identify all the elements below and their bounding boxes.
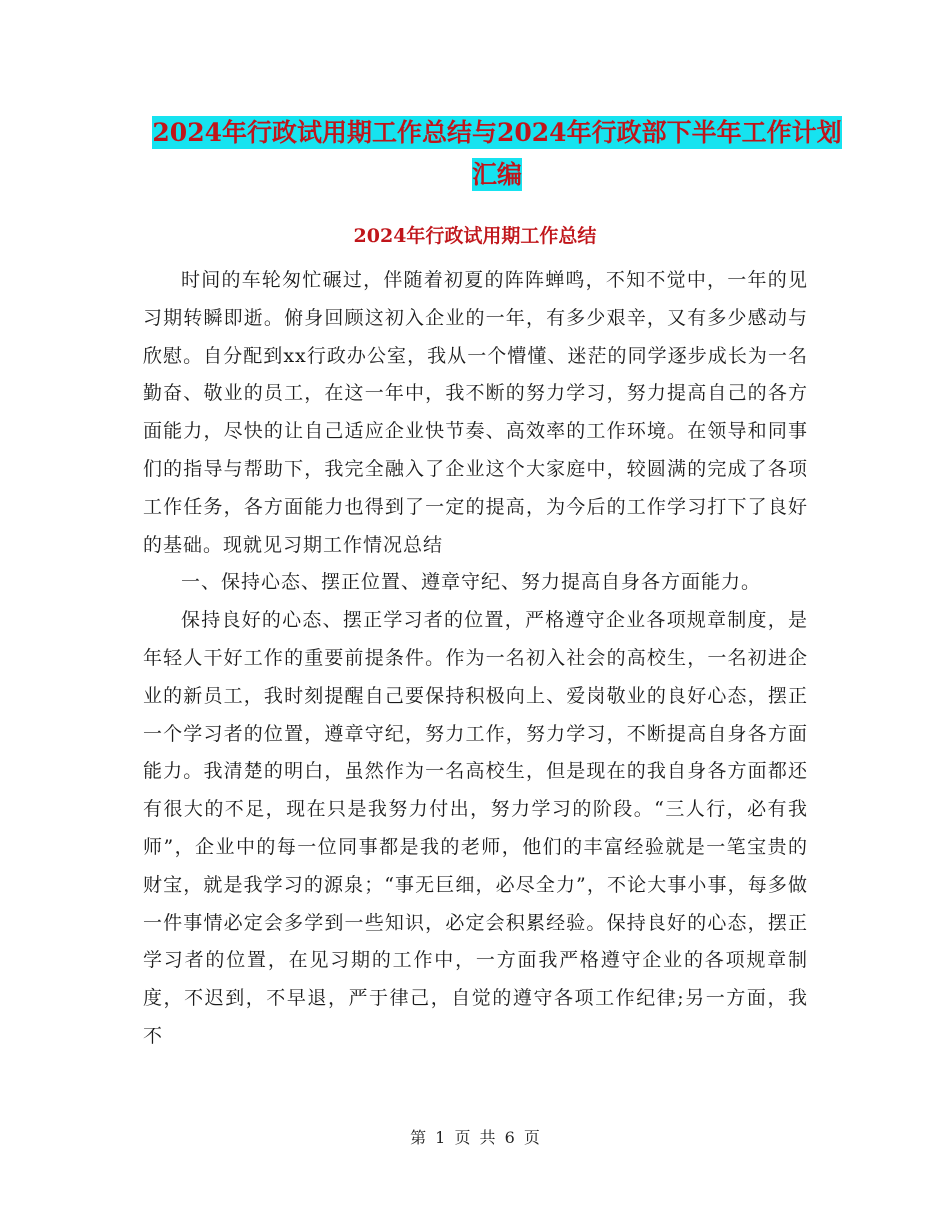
page-footer: 第 1 页 共 6 页	[410, 1128, 540, 1147]
document-title	[140, 112, 854, 196]
document-body	[143, 262, 808, 1056]
document-title-text: 2024年行政试用期工作总结与2024年行政部下半年工作计划汇编	[152, 118, 842, 189]
paragraph-heading-one: 一、保持心态、摆正位置、遵章守纪、努力提高自身各方面能力。	[181, 571, 762, 594]
paragraph-intro: 时间的车轮匆忙碾过，伴随着初夏的阵阵蝉鸣，不知不觉中，一年的见习期转瞬即逝。俯身回顾这初入企业的一年，有多少艰辛，又有多少感动与欣慰。自分配到xx行政办公室，我从一个懵懂、迷茫的同学逐步成长为一名勤奋、敬业的员工，在这一年中，我不断的努力学习，努力提高自己的各方面能力，尽快的让自己适应企业快节奏、高效率的工作环境。在领导和同事们的指导与帮助下，我完全融入了企业这个大家庭中，较圆满的完成了各项工作任务，各方面能力也得到了一定的提高，为今后的工作学习打下了良好的基础。现就见习期工作情况总结	[143, 269, 808, 556]
section-title: 2024年行政试用期工作总结	[353, 225, 597, 247]
paragraph-attitude: 保持良好的心态、摆正学习者的位置，严格遵守企业各项规章制度，是年轻人干好工作的重要前提条件。作为一名初入社会的高校生，一名初进企业的新员工，我时刻提醒自己要保持积极向上、爱岗敬业的良好心态，摆正一个学习者的位置，遵章守纪，努力工作，努力学习，不断提高自身各方面能力。我清楚的明白，虽然作为一名高校生，但是现在的我自身各方面都还有很大的不足，现在只是我努力付出，努力学习的阶段。“三人行，必有我师”，企业中的每一位同事都是我的老师，他们的丰富经验就是一笔宝贵的财宝，就是我学习的源泉；“事无巨细，必尽全力”，不论大事小事，每多做一件事情必定会多学到一些知识，必定会积累经验。保持良好的心态，摆正学习者的位置，在见习期的工作中，一方面我严格遵守企业的各项规章制度，不迟到，不早退，严于律己，自觉的遵守各项工作纪律;另一方面，我不	[143, 609, 808, 1047]
